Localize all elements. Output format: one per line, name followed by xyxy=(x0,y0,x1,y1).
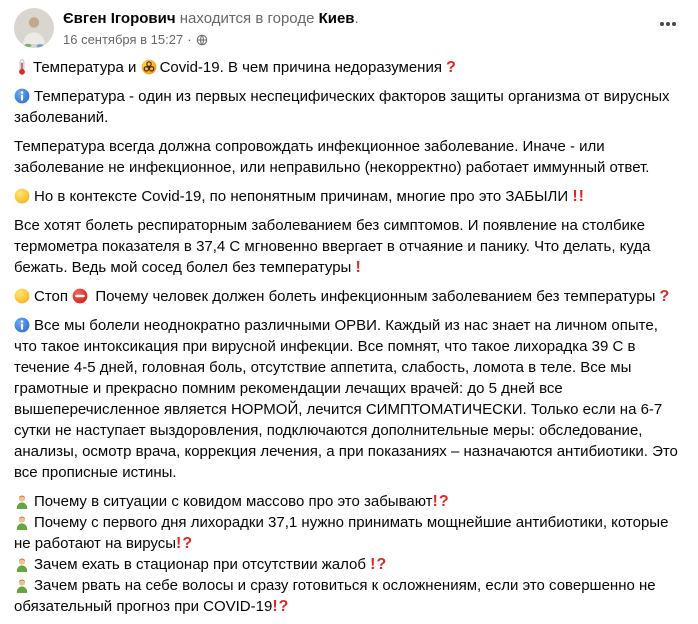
red-question-mark: ? xyxy=(659,288,671,305)
post-body xyxy=(14,57,682,617)
question-line xyxy=(14,575,682,617)
person-icon xyxy=(14,577,30,593)
person-icon xyxy=(14,493,30,509)
red-interrobang: !? xyxy=(272,598,290,615)
period: . xyxy=(354,10,359,27)
red-question-mark: ? xyxy=(446,59,457,76)
meta-line xyxy=(63,32,648,47)
person-icon xyxy=(14,556,30,572)
person-icon xyxy=(14,514,30,530)
post-paragraph-intro xyxy=(14,86,682,128)
red-double-exclamation: !! xyxy=(572,188,585,205)
no-entry-icon xyxy=(72,288,88,304)
timestamp[interactable]: 16 сентября в 15:27 xyxy=(63,32,184,47)
question-text: Почему в ситуации с ковидом массово про это забывают xyxy=(34,493,433,510)
question-line xyxy=(14,512,682,554)
avatar[interactable] xyxy=(14,8,54,48)
yellow-circle-icon xyxy=(14,288,30,304)
post-text: Температура всегда должна сопровождать инфекционное заболевание. Иначе - или заболевание не инфекционное, или неправильно (некорректно) работает иммунный ответ. xyxy=(14,138,650,176)
info-icon xyxy=(14,88,30,104)
more-options-button[interactable] xyxy=(648,8,682,40)
post-text: Все мы болели неоднократно различными ОРВИ. Каждый из нас знает на личном опыте, что такое интоксикация при вирусной инфекции. Все помнят, что такое лихорадка 39 С в течение 4-5 дней, головная боль, отсутствие аппетита, слабость, ломота в теле. Все мы грамотные и прекрасно помним рекомендации лечащих врачей: до 5 дней все вышеперечисленное является НОРМОЙ, лечится СИМПТОМАТИЧЕСКИ. Только если на 6-7 сутки не наступает выздоровления, подключаются дополнительные меры: обследование, анализы, осмотр врача, коррекция лечения, а при показаниях – назначаются антибиотики. Это все прописные истины. xyxy=(14,317,678,481)
post-paragraph-panic xyxy=(14,215,682,278)
question-line xyxy=(14,554,682,575)
post-text: Все хотят болеть респираторным заболеванием без симптомов. И появление на столбике термометра показателя в 37,4 С мгновенно ввергает в отчаяние и панику. Что делать, куда бежать. Ведь мой сосед болел без температуры xyxy=(14,217,651,276)
dot-separator: · xyxy=(187,32,192,47)
profile-photo-placeholder xyxy=(14,8,54,48)
question-text: Зачем ехать в стационар при отсутствии жалоб xyxy=(34,556,371,573)
post-text: Температура - один из первых неспецифических факторов защиты организма от вирусных заболеваний. xyxy=(14,88,670,126)
question-text: Зачем рвать на себе волосы и сразу готовиться к осложнениям, если это совершенно не обязательный прогноз при COVID-19 xyxy=(14,577,656,615)
red-interrobang: !? xyxy=(176,535,194,552)
question-line xyxy=(14,491,682,512)
ellipsis-icon xyxy=(658,14,678,34)
question-text: Почему с первого дня лихорадки 37,1 нужно принимать мощнейшие антибиотики, которые не работают на вирусы xyxy=(14,514,669,552)
yellow-circle-icon xyxy=(14,188,30,204)
questions-block xyxy=(14,491,682,617)
post-text: Почему человек должен болеть инфекционным заболеванием без температуры xyxy=(91,288,660,305)
info-icon xyxy=(14,317,30,333)
post-paragraph-always xyxy=(14,136,682,178)
header-text xyxy=(63,8,648,47)
globe-icon xyxy=(196,34,208,46)
title-text: Covid-19. В чем причина недоразумения xyxy=(159,59,447,76)
post-text: Стоп xyxy=(34,288,73,305)
red-exclamation: ! xyxy=(355,259,362,276)
post-title xyxy=(14,57,682,78)
post-paragraph-forgot xyxy=(14,186,682,207)
post-header xyxy=(14,8,682,48)
name-line xyxy=(63,9,648,29)
post-text: Но в контексте Covid-19, по непонятным причинам, многие про это ЗАБЫЛИ xyxy=(34,188,573,205)
thermometer-icon xyxy=(14,59,30,75)
post-paragraph-orvi xyxy=(14,315,682,483)
location-link[interactable]: Киев xyxy=(318,10,355,27)
red-interrobang: !? xyxy=(432,493,450,510)
title-text: Температура и xyxy=(33,59,141,76)
checkin-context: находится в городе xyxy=(175,10,319,27)
author-name[interactable]: Євген Ігорович xyxy=(63,10,176,27)
red-interrobang: !? xyxy=(370,556,388,573)
biohazard-icon xyxy=(141,59,157,75)
post-paragraph-stop xyxy=(14,286,682,307)
